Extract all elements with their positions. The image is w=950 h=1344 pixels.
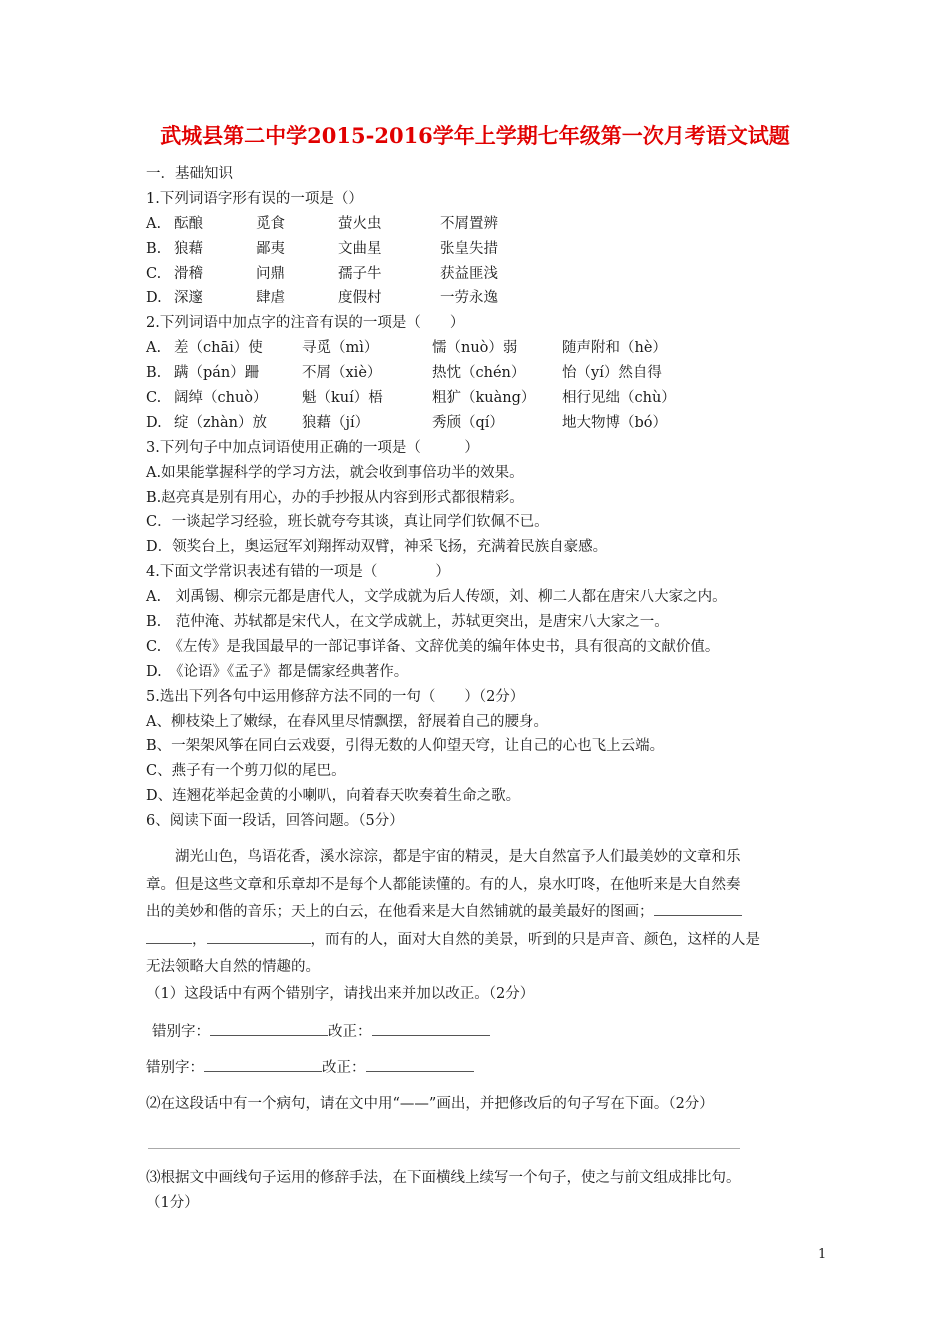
typo-blank[interactable]	[204, 1055, 322, 1072]
q2-option-b: B. 蹒（pán）跚 不屑（xiè） 热忱（chén） 怡（yí）然自得	[146, 365, 662, 382]
exam-title: 武城县第二中学2015-2016学年上学期七年级第一次月考语文试题	[160, 123, 790, 148]
q6-sub1	[146, 982, 826, 1007]
q4-option-b: B. 范仲淹、苏轼都是宋代人，在文学成就上，苏轼更突出，是唐宋八大家之一。	[146, 614, 669, 631]
q2-stem: 2.下列词语中加点字的注音有误的一项是（ ）	[146, 315, 465, 332]
sub3-text: ⑶根据文中画线句子运用的修辞手法，在下面横线上续写一个句子，使之与前文组成排比句。	[146, 1170, 741, 1186]
typo-label: 错别字：	[152, 1024, 210, 1040]
passage-line: ， ，而有的人，面对大自然的美景，听到的只是声音、颜色，这样的人是	[146, 927, 810, 955]
q3-option-b: B.赵亮真是别有用心，办的手抄报从内容到形式都很精彩。	[146, 489, 524, 506]
answer-line[interactable]	[148, 1148, 740, 1149]
q3-option-a: A.如果能掌握科学的学习方法，就会收到事倍功半的效果。	[146, 464, 524, 481]
sub3-score: （1分）	[146, 1194, 199, 1211]
passage-line: 湖光山色，鸟语花香，溪水淙淙，都是宇宙的精灵，是大自然富予人们最美妙的文章和乐	[175, 849, 741, 865]
q1-option-a: A. 酝酿 觅食 萤火虫 不屑置辨	[146, 215, 498, 232]
q1-option-c: C. 滑稽 问鼎 孺子牛 获益匪浅	[146, 265, 498, 282]
q6-sub3	[146, 1166, 826, 1216]
fix-label: 改正：	[328, 1024, 372, 1040]
page-number: 1	[818, 1247, 827, 1262]
q5-option-b: B、一架架风筝在同白云戏耍，引得无数的人仰望天穹，让自己的心也飞上云端。	[146, 738, 665, 755]
q6-sub2	[146, 1092, 826, 1117]
q1-option-b: B. 狼藉 鄙夷 文曲星 张皇失措	[146, 240, 498, 257]
q4-stem: 4.下面文学常识表述有错的一项是（ ）	[146, 564, 450, 581]
q4-option-a: A. 刘禹锡、柳宗元都是唐代人，文学成就为后人传颂，刘、柳二人都在唐宋八大家之内。	[146, 589, 727, 606]
reading-passage	[146, 844, 810, 982]
typo-blank[interactable]	[210, 1019, 328, 1036]
fix-blank[interactable]	[366, 1055, 474, 1072]
sub1-text: （1）这段话中有两个错别字，请找出来并加以改正。（2分）	[146, 986, 535, 1002]
typo-row-1	[152, 1019, 832, 1044]
q5-option-c: C、燕子有一个剪刀似的尾巴。	[146, 763, 346, 780]
q2-option-d: D. 绽（zhàn）放 狼藉（jí） 秀颀（qí） 地大物博（bó）	[146, 414, 668, 431]
passage-line: 出的美妙和偕的音乐；天上的白云，在他看来是大自然铺就的最美最好的图画；	[146, 899, 810, 927]
q5-option-a: A、柳枝染上了嫩绿，在春风里尽情飘摆，舒展着自己的腰身。	[146, 713, 548, 730]
fix-blank[interactable]	[372, 1019, 490, 1036]
q5-stem: 5.选出下列各句中运用修辞方法不同的一句（ ）（2分）	[146, 688, 525, 705]
sub2-text: ⑵在这段话中有一个病句，请在文中用“——”画出，并把修改后的句子写在下面。（2分）	[146, 1096, 714, 1112]
q2-option-a: A. 差（chāi）使 寻觅（mì） 懦（nuò）弱 随声附和（hè）	[146, 340, 667, 357]
answer-blank[interactable]	[207, 927, 311, 944]
q3-option-d: D．领奖台上，奥运冠军刘翔挥动双臂，神采飞扬，充满着民族自豪感。	[146, 539, 608, 556]
q5-option-d: D、连翘花举起金黄的小喇叭，向着春天吹奏着生命之歌。	[146, 788, 521, 805]
q3-stem: 3.下列句子中加点词语使用正确的一项是（ ）	[146, 439, 479, 456]
typo-label: 错别字：	[146, 1060, 204, 1076]
fix-label: 改正：	[322, 1060, 366, 1076]
basic-knowledge-section	[146, 162, 812, 834]
answer-blank[interactable]	[146, 927, 192, 944]
q3-option-c: C．一谈起学习经验，班长就夸夸其谈，真让同学们钦佩不已。	[146, 514, 549, 531]
q6-stem: 6、阅读下面一段话，回答问题。（5分）	[146, 813, 404, 830]
q2-option-c: C. 阔绰（chuò） 魁（kuí）梧 粗犷（kuàng） 相行见绌（chù）	[146, 390, 676, 407]
answer-blank[interactable]	[654, 899, 742, 916]
passage-line: 无法领略大自然的情趣的。	[146, 959, 320, 976]
q4-option-d: D. 《论语》《孟子》都是儒家经典著作。	[146, 663, 409, 680]
passage-line: 章。但是这些文章和乐章却不是每个人都能读懂的。有的人，泉水叮咚，在他听来是大自然奏	[146, 876, 741, 893]
section-heading: 一．基础知识	[146, 166, 233, 182]
typo-row-2	[146, 1055, 826, 1080]
q1-stem: 1.下列词语字形有误的一项是（）	[146, 190, 363, 207]
q4-option-c: C. 《左传》是我国最早的一部记事详备、文辞优美的编年体史书，具有很高的文献价值。	[146, 638, 720, 655]
q1-option-d: D. 深邃 肆虐 度假村 一劳永逸	[146, 290, 498, 307]
